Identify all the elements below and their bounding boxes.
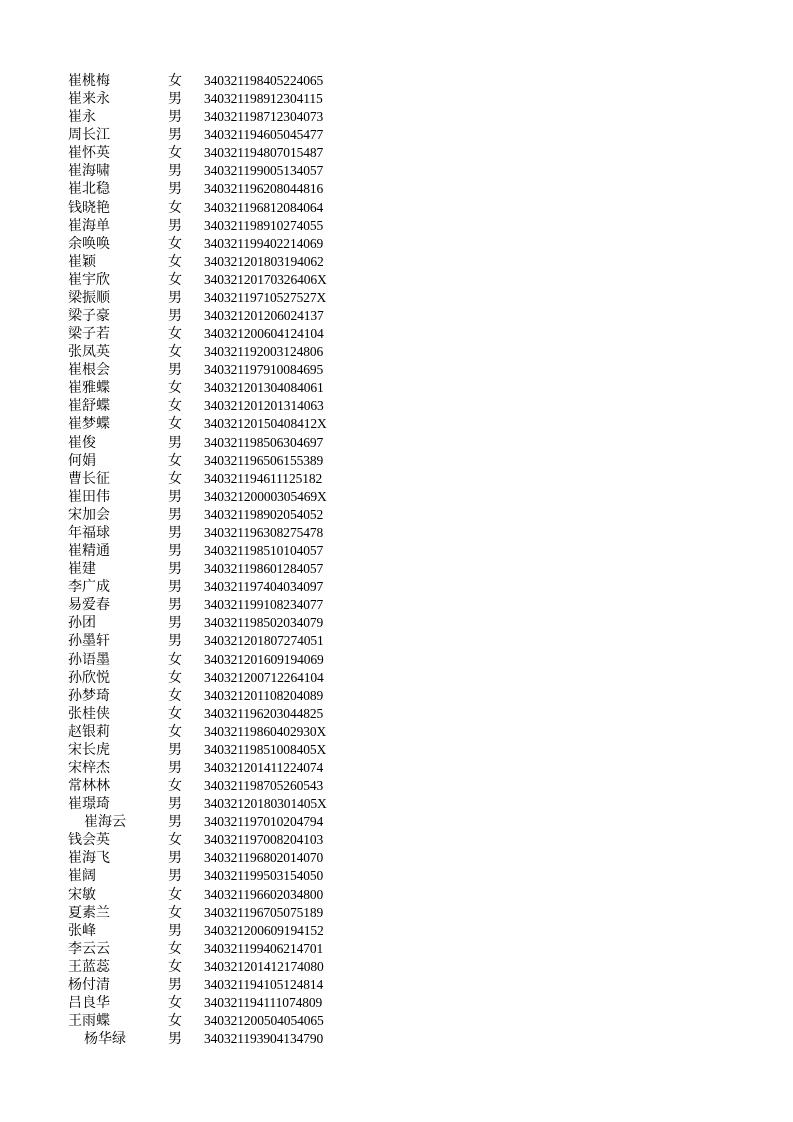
name-cell: 梁子若 — [68, 326, 110, 343]
name-cell: 孙团 — [68, 615, 96, 632]
gender-cell: 男 — [168, 1031, 182, 1048]
id-number-cell: 340321200609194152 — [204, 922, 324, 938]
id-number-cell: 340321197008204103 — [204, 832, 324, 848]
table-row — [68, 560, 368, 578]
gender-cell: 男 — [168, 289, 182, 306]
table-row — [68, 904, 368, 922]
name-cell: 余唤唤 — [68, 235, 110, 252]
table-row — [68, 325, 368, 343]
table-row — [68, 651, 368, 669]
id-number-cell: 340321199005134057 — [204, 163, 324, 179]
name-cell: 吕良华 — [68, 994, 110, 1011]
id-number-cell: 340321198902054052 — [204, 506, 324, 522]
gender-cell: 男 — [168, 633, 182, 650]
gender-cell: 女 — [168, 687, 182, 704]
id-number-cell: 340321196602034800 — [204, 886, 324, 902]
gender-cell: 男 — [168, 814, 182, 831]
table-row — [68, 542, 368, 560]
id-number-cell: 340321201412174080 — [204, 958, 324, 974]
id-number-cell: 340321199108234077 — [204, 597, 324, 613]
gender-cell: 女 — [168, 398, 182, 415]
gender-cell: 女 — [168, 832, 182, 849]
name-cell: 崔海云 — [84, 814, 126, 831]
id-number-cell: 340321196308275478 — [204, 524, 324, 540]
table-row — [68, 777, 368, 795]
gender-cell: 女 — [168, 326, 182, 343]
name-cell: 杨付清 — [68, 976, 110, 993]
id-number-cell: 340321198705260543 — [204, 778, 324, 794]
id-number-cell: 34032120150408412X — [204, 416, 327, 432]
name-cell: 夏素兰 — [68, 904, 110, 921]
table-row — [68, 199, 368, 217]
name-cell: 崔舒蝶 — [68, 398, 110, 415]
name-cell: 梁子豪 — [68, 308, 110, 325]
gender-cell: 女 — [168, 452, 182, 469]
id-number-cell: 340321201807274051 — [204, 633, 324, 649]
name-cell: 周长江 — [68, 127, 110, 144]
id-number-cell: 340321196203044825 — [204, 705, 324, 721]
id-number-cell: 34032119860402930X — [204, 723, 327, 739]
gender-cell: 男 — [168, 308, 182, 325]
gender-cell: 男 — [168, 850, 182, 867]
id-number-cell: 340321200504054065 — [204, 1013, 324, 1029]
table-row — [68, 705, 368, 723]
gender-cell: 女 — [168, 778, 182, 795]
name-cell: 崔颖 — [68, 253, 96, 270]
id-number-cell: 340321198712304073 — [204, 109, 324, 125]
name-cell: 崔建 — [68, 561, 96, 578]
table-row — [68, 343, 368, 361]
id-number-cell: 340321201609194069 — [204, 651, 324, 667]
table-row — [68, 723, 368, 741]
gender-cell: 男 — [168, 615, 182, 632]
id-number-cell: 34032119851008405X — [204, 741, 327, 757]
table-row — [68, 397, 368, 415]
gender-cell: 女 — [168, 235, 182, 252]
id-number-cell: 340321197910084695 — [204, 362, 324, 378]
id-number-cell: 340321198510104057 — [204, 543, 324, 559]
gender-cell: 女 — [168, 380, 182, 397]
table-row — [68, 867, 368, 885]
name-cell: 崔怀英 — [68, 145, 110, 162]
name-cell: 钱晓艳 — [68, 199, 110, 216]
name-cell: 宋敏 — [68, 886, 96, 903]
table-row — [68, 958, 368, 976]
table-row — [68, 795, 368, 813]
id-number-cell: 340321198506304697 — [204, 434, 324, 450]
name-cell: 杨华绿 — [84, 1031, 126, 1048]
id-number-cell: 340321196208044816 — [204, 181, 324, 197]
table-row — [68, 271, 368, 289]
id-number-cell: 34032119710527527X — [204, 289, 327, 305]
id-number-cell: 340321192003124806 — [204, 344, 324, 360]
id-number-cell: 340321196506155389 — [204, 452, 324, 468]
id-number-cell: 340321194111074809 — [204, 994, 323, 1010]
table-row — [68, 976, 368, 994]
table-row — [68, 415, 368, 433]
name-cell: 崔来永 — [68, 91, 110, 108]
id-number-cell: 340321201108204089 — [204, 687, 324, 703]
gender-cell: 女 — [168, 958, 182, 975]
table-row — [68, 669, 368, 687]
id-number-cell: 340321201201314063 — [204, 398, 324, 414]
table-row — [68, 687, 368, 705]
gender-cell: 男 — [168, 91, 182, 108]
name-cell: 孙墨轩 — [68, 633, 110, 650]
name-cell: 崔梦蝶 — [68, 416, 110, 433]
id-number-cell: 340321198405224065 — [204, 73, 324, 88]
name-cell: 梁振顺 — [68, 289, 110, 306]
name-cell: 李广成 — [68, 579, 110, 596]
name-cell: 何娟 — [68, 452, 96, 469]
name-cell: 宋加会 — [68, 506, 110, 523]
table-row — [68, 614, 368, 632]
id-number-cell: 340321194605045477 — [204, 127, 324, 143]
gender-cell: 男 — [168, 524, 182, 541]
gender-cell: 男 — [168, 579, 182, 596]
id-number-cell: 340321194807015487 — [204, 145, 324, 161]
table-row — [68, 831, 368, 849]
gender-cell: 女 — [168, 886, 182, 903]
table-row — [68, 235, 368, 253]
id-number-cell: 340321194105124814 — [204, 976, 324, 992]
table-row — [68, 72, 368, 90]
name-cell: 宋梓杰 — [68, 759, 110, 776]
id-number-cell: 340321199406214701 — [204, 940, 324, 956]
name-cell: 崔桃梅 — [68, 73, 110, 89]
id-number-cell: 340321200712264104 — [204, 669, 324, 685]
id-number-cell: 340321197404034097 — [204, 579, 324, 595]
table-row — [68, 434, 368, 452]
name-cell: 崔宇欣 — [68, 271, 110, 288]
table-row — [68, 596, 368, 614]
name-cell: 钱会英 — [68, 832, 110, 849]
name-cell: 王雨蝶 — [68, 1013, 110, 1030]
gender-cell: 男 — [168, 868, 182, 885]
gender-cell: 男 — [168, 127, 182, 144]
table-row — [68, 759, 368, 777]
name-cell: 崔阔 — [68, 868, 96, 885]
gender-cell: 女 — [168, 145, 182, 162]
table-row — [68, 994, 368, 1012]
table-row — [68, 108, 368, 126]
table-row — [68, 217, 368, 235]
table-row — [68, 886, 368, 904]
gender-cell: 男 — [168, 163, 182, 180]
gender-cell: 男 — [168, 362, 182, 379]
gender-cell: 女 — [168, 73, 182, 89]
id-number-cell: 340321198910274055 — [204, 217, 324, 233]
name-cell: 曹长征 — [68, 470, 110, 487]
table-row — [68, 452, 368, 470]
table-row — [68, 506, 368, 524]
name-cell: 崔海飞 — [68, 850, 110, 867]
table-row — [68, 126, 368, 144]
name-cell: 崔海单 — [68, 217, 110, 234]
gender-cell: 女 — [168, 669, 182, 686]
id-number-cell: 340321200604124104 — [204, 326, 324, 342]
roster-table — [68, 72, 368, 1048]
gender-cell: 女 — [168, 199, 182, 216]
table-row — [68, 578, 368, 596]
gender-cell: 男 — [168, 434, 182, 451]
table-row — [68, 144, 368, 162]
gender-cell: 女 — [168, 651, 182, 668]
table-row — [68, 632, 368, 650]
id-number-cell: 340321199503154050 — [204, 868, 324, 884]
name-cell: 赵银莉 — [68, 723, 110, 740]
id-number-cell: 34032120170326406X — [204, 271, 327, 287]
table-row — [68, 813, 368, 831]
gender-cell: 男 — [168, 109, 182, 126]
id-number-cell: 340321201411224074 — [204, 759, 324, 775]
gender-cell: 男 — [168, 488, 182, 505]
gender-cell: 男 — [168, 181, 182, 198]
table-row — [68, 289, 368, 307]
id-number-cell: 340321198601284057 — [204, 561, 324, 577]
table-row — [68, 741, 368, 759]
gender-cell: 男 — [168, 796, 182, 813]
id-number-cell: 340321194611125182 — [204, 470, 323, 486]
name-cell: 崔海啸 — [68, 163, 110, 180]
table-row — [68, 1030, 368, 1048]
name-cell: 宋长虎 — [68, 741, 110, 758]
name-cell: 崔永 — [68, 109, 96, 126]
id-number-cell: 340321201304084061 — [204, 380, 324, 396]
id-number-cell: 340321197010204794 — [204, 814, 324, 830]
gender-cell: 男 — [168, 561, 182, 578]
table-row — [68, 253, 368, 271]
table-row — [68, 922, 368, 940]
gender-cell: 女 — [168, 470, 182, 487]
name-cell: 张峰 — [68, 922, 96, 939]
table-row — [68, 849, 368, 867]
gender-cell: 女 — [168, 253, 182, 270]
name-cell: 崔根会 — [68, 362, 110, 379]
table-row — [68, 470, 368, 488]
name-cell: 张桂侠 — [68, 705, 110, 722]
gender-cell: 女 — [168, 904, 182, 921]
name-cell: 易爱春 — [68, 597, 110, 614]
gender-cell: 女 — [168, 271, 182, 288]
gender-cell: 男 — [168, 597, 182, 614]
name-cell: 崔北稳 — [68, 181, 110, 198]
name-cell: 崔雅蝶 — [68, 380, 110, 397]
id-number-cell: 340321196705075189 — [204, 904, 324, 920]
name-cell: 李云云 — [68, 940, 110, 957]
gender-cell: 男 — [168, 976, 182, 993]
name-cell: 孙欣悦 — [68, 669, 110, 686]
id-number-cell: 340321198502034079 — [204, 615, 324, 631]
id-number-cell: 340321201803194062 — [204, 253, 324, 269]
table-row — [68, 940, 368, 958]
table-row — [68, 307, 368, 325]
name-cell: 孙语墨 — [68, 651, 110, 668]
gender-cell: 女 — [168, 705, 182, 722]
gender-cell: 女 — [168, 994, 182, 1011]
gender-cell: 男 — [168, 217, 182, 234]
gender-cell: 男 — [168, 922, 182, 939]
id-number-cell: 340321201206024137 — [204, 308, 324, 324]
id-number-cell: 340321198912304115 — [204, 91, 323, 107]
name-cell: 王蓝蕊 — [68, 958, 110, 975]
name-cell: 崔精通 — [68, 543, 110, 560]
gender-cell: 男 — [168, 506, 182, 523]
id-number-cell: 340321196812084064 — [204, 199, 324, 215]
table-row — [68, 1012, 368, 1030]
table-row — [68, 488, 368, 506]
table-row — [68, 524, 368, 542]
id-number-cell: 340321193904134790 — [204, 1031, 324, 1047]
gender-cell: 男 — [168, 543, 182, 560]
name-cell: 孙梦琦 — [68, 687, 110, 704]
gender-cell: 男 — [168, 759, 182, 776]
gender-cell: 女 — [168, 416, 182, 433]
name-cell: 年福球 — [68, 524, 110, 541]
id-number-cell: 34032120000305469X — [204, 488, 327, 504]
gender-cell: 女 — [168, 344, 182, 361]
id-number-cell: 340321199402214069 — [204, 235, 324, 251]
name-cell: 崔璟琦 — [68, 796, 110, 813]
table-row — [68, 180, 368, 198]
name-cell: 崔俊 — [68, 434, 96, 451]
table-row — [68, 162, 368, 180]
gender-cell: 男 — [168, 741, 182, 758]
id-number-cell: 34032120180301405X — [204, 796, 327, 812]
name-cell: 崔田伟 — [68, 488, 110, 505]
gender-cell: 女 — [168, 723, 182, 740]
table-row — [68, 90, 368, 108]
name-cell: 张凤英 — [68, 344, 110, 361]
table-row — [68, 379, 368, 397]
name-cell: 常林林 — [68, 778, 110, 795]
gender-cell: 女 — [168, 940, 182, 957]
gender-cell: 女 — [168, 1013, 182, 1030]
id-number-cell: 340321196802014070 — [204, 850, 324, 866]
table-row — [68, 361, 368, 379]
